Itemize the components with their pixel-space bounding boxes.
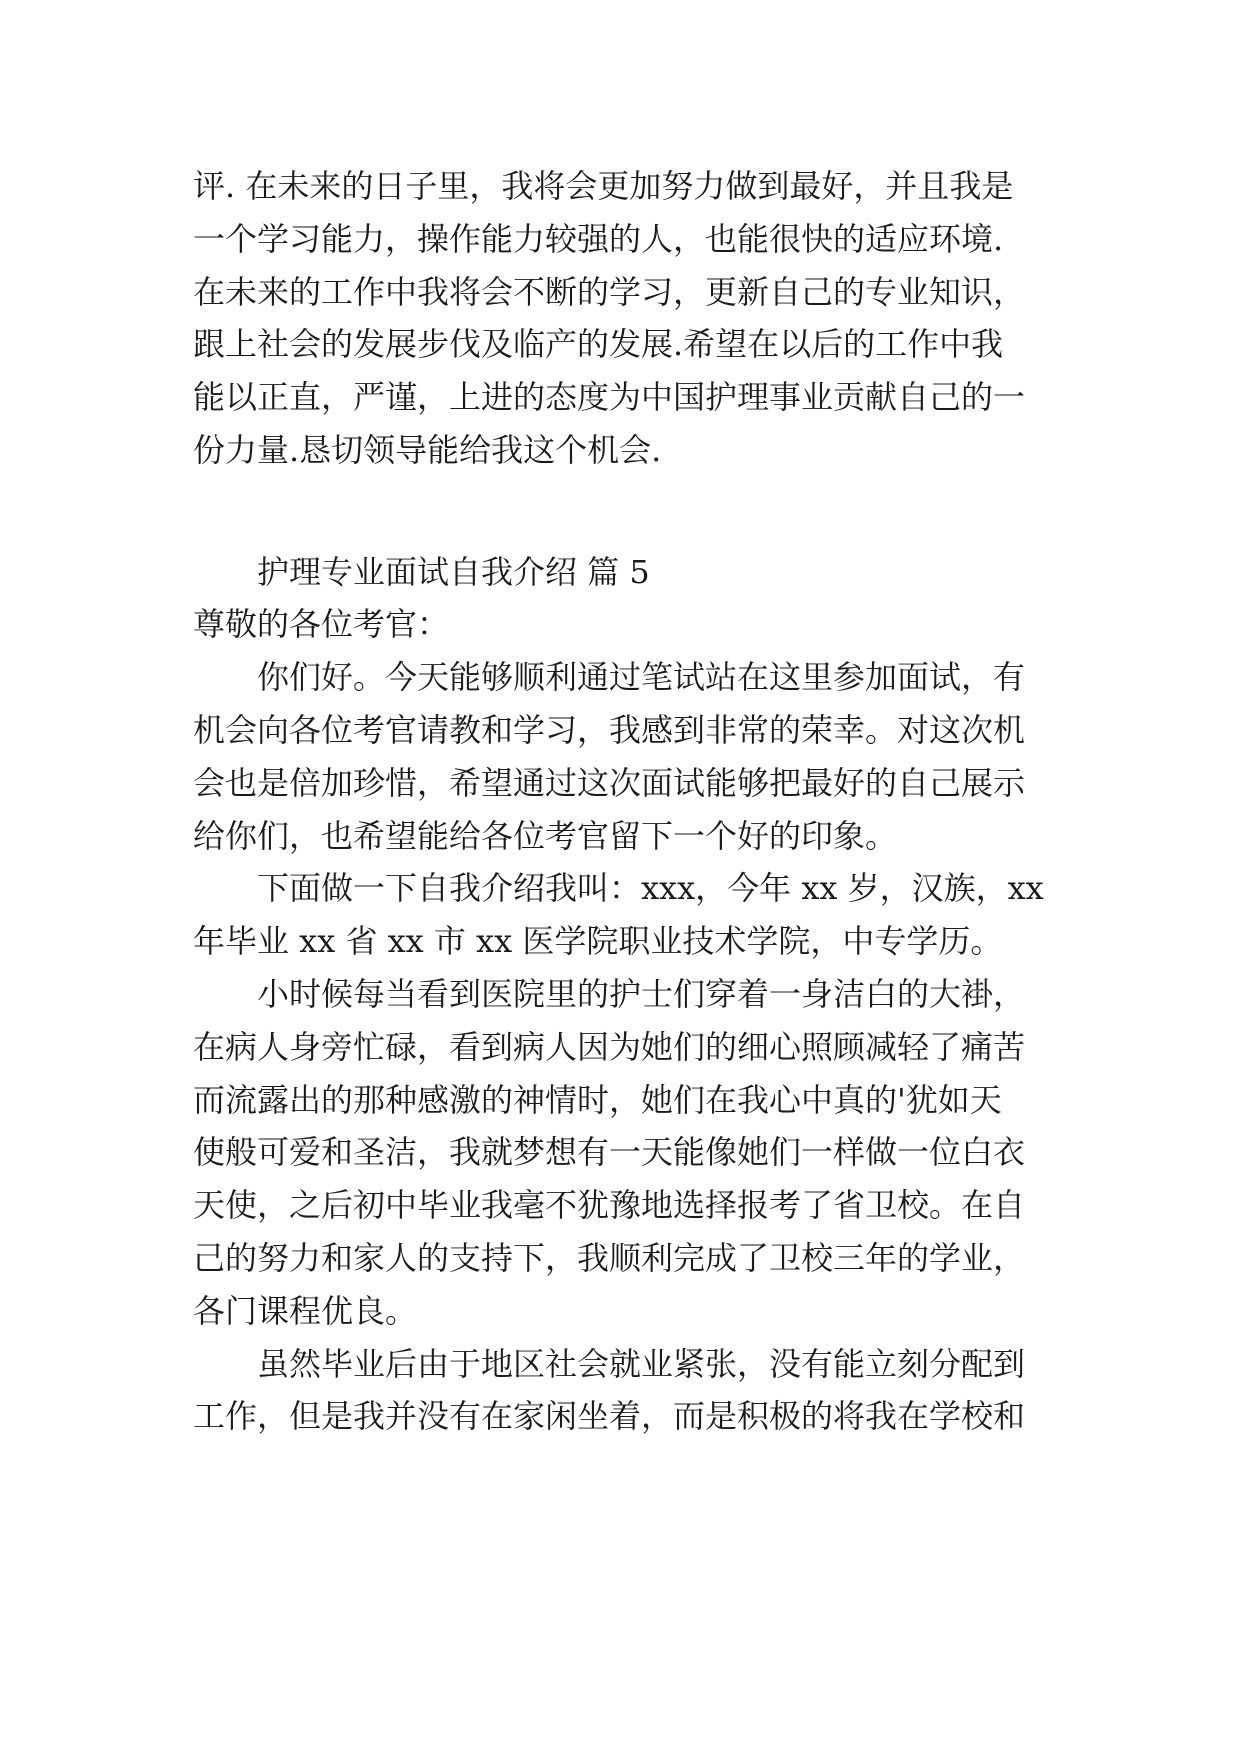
text-line: 各门课程优良。	[193, 1291, 418, 1330]
text-line: 下面做一下自我介绍我叫：xxx，今年 xx 岁，汉族，xx	[257, 869, 1044, 908]
text-line: 而流露出的那种感激的神情时，她们在我心中真的'犹如天	[193, 1080, 1002, 1119]
document-body	[193, 160, 1073, 1443]
paragraph	[193, 1338, 1073, 1444]
text-line: 在未来的工作中我将会不断的学习，更新自己的专业知识，	[193, 272, 1026, 311]
text-line: 给你们，也希望能给各位考官留下一个好的印象。	[193, 816, 898, 855]
text-line: 虽然毕业后由于地区社会就业紧张，没有能立刻分配到	[257, 1344, 1026, 1383]
section-gap	[193, 530, 1073, 546]
text-line: 工作，但是我并没有在家闲坐着，而是积极的将我在学校和	[193, 1397, 1026, 1436]
text-line: 年毕业 xx 省 xx 市 xx 医学院职业技术学院，中专学历。	[193, 922, 1003, 961]
text-line: 小时候每当看到医院里的护士们穿着一身洁白的大褂，	[257, 974, 1026, 1013]
continued-section	[193, 160, 1073, 477]
text-line: 会也是倍加珍惜，希望通过这次面试能够把最好的自己展示	[193, 763, 1026, 802]
text-line: 份力量.恳切领导能给我这个机会.	[193, 430, 662, 469]
salutation: 尊敬的各位考官：	[193, 605, 450, 644]
text-line: 你们好。今天能够顺利通过笔试站在这里参加面试，有	[257, 658, 1026, 697]
text-line: 能以正直，严谨，上进的态度为中国护理事业贡献自己的一	[193, 378, 1026, 417]
paragraph	[193, 862, 1073, 968]
text-line: 在病人身旁忙碌，看到病人因为她们的细心照顾减轻了痛苦	[193, 1027, 1026, 1066]
paragraph	[193, 968, 1073, 1338]
paragraph	[193, 651, 1073, 862]
text-line: 跟上社会的发展步伐及临产的发展.希望在以后的工作中我	[193, 325, 1004, 364]
text-line: 一个学习能力，操作能力较强的人，也能很快的适应环境.	[193, 219, 1004, 258]
text-line: 天使，之后初中毕业我毫不犹豫地选择报考了省卫校。在自	[193, 1186, 1026, 1225]
text-line: 己的努力和家人的支持下，我顺利完成了卫校三年的学业，	[193, 1238, 1026, 1277]
section-gap	[193, 477, 1073, 530]
text-line: 评. 在未来的日子里，我将会更加努力做到最好，并且我是	[193, 167, 1014, 205]
text-line: 机会向各位考官请教和学习，我感到非常的荣幸。对这次机	[193, 710, 1026, 749]
text-line: 使般可爱和圣洁，我就梦想有一天能像她们一样做一位白衣	[193, 1133, 1026, 1172]
section-title: 护理专业面试自我介绍 篇 5	[257, 552, 650, 591]
